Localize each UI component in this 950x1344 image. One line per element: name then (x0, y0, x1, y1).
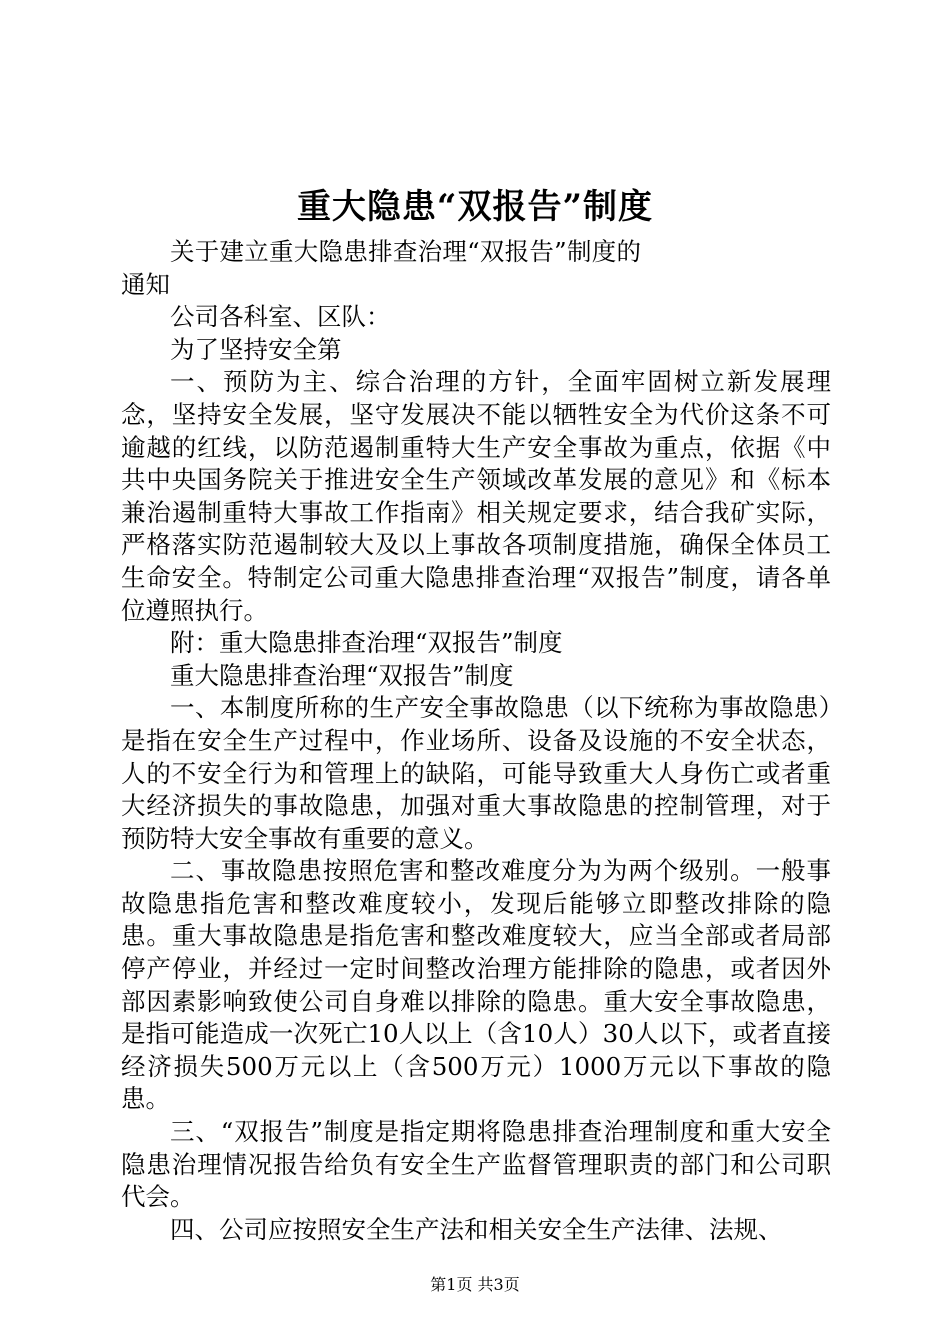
page-indicator: 第1页 共3页 (430, 1275, 520, 1294)
paragraph-article-4: 四、公司应按照安全生产法和相关安全生产法律、法规、 (170, 1214, 783, 1244)
section-heading: 重大隐患排查治理“双报告”制度 (170, 660, 514, 690)
paragraph-article-3: 三、“双报告”制度是指定期将隐患排查治理制度和重大安全隐患治理情况报告给负有安全生产监督管理职责的部门和公司职代会。 (121, 1117, 831, 1212)
paragraph-intro: 为了坚持安全第 (170, 334, 342, 364)
paragraph-article-1: 一、本制度所称的生产安全事故隐患（以下统称为事故隐患）是指在安全生产过程中，作业场所、设备及设施的不安全状态，人的不安全行为和管理上的缺陷，可能导致重大人身伤亡或者重大经济损失的事故隐患，加强对重大事故隐患的控制管理，对于预防特大安全事故有重要的意义。 (121, 693, 831, 853)
salutation: 公司各科室、区队： (170, 302, 391, 332)
document-body (121, 236, 831, 1246)
paragraph-article-2: 二、事故隐患按照危害和整改难度分为为两个级别。一般事故隐患指危害和整改难度较小，发现后能够立即整改排除的隐患。重大事故隐患是指危害和整改难度较大，应当全部或者局部停产停业，并经过一定时间整改治理方能排除的隐患，或者因外部因素影响致使公司自身难以排除的隐患。重大安全事故隐患，是指可能造成一次死亡10人以上（含10人）30人以下，或者直接经济损失500万元以上（含500万元）1000万元以下事故的隐患。 (121, 856, 831, 1114)
notice-heading: 关于建立重大隐患排查治理“双报告”制度的通知 (121, 237, 641, 299)
document-title: 重大隐患“双报告”制度 (296, 187, 654, 227)
paragraph-principle: 一、预防为主、综合治理的方针，全面牢固树立新发展理念，坚持安全发展，坚守发展决不能以牺牲安全为代价这条不可逾越的红线，以防范遏制重特大生产安全事故为重点，依据《中共中央国务院关于推进安全生产领域改革发展的意见》和《标本兼治遏制重特大事故工作指南》相关规定要求，结合我矿实际，严格落实防范遏制较大及以上事故各项制度措施，确保全体员工生命安全。特制定公司重大隐患排查治理“双报告”制度，请各单位遵照执行。 (121, 367, 831, 625)
attachment-line: 附：重大隐患排查治理“双报告”制度 (170, 628, 563, 658)
